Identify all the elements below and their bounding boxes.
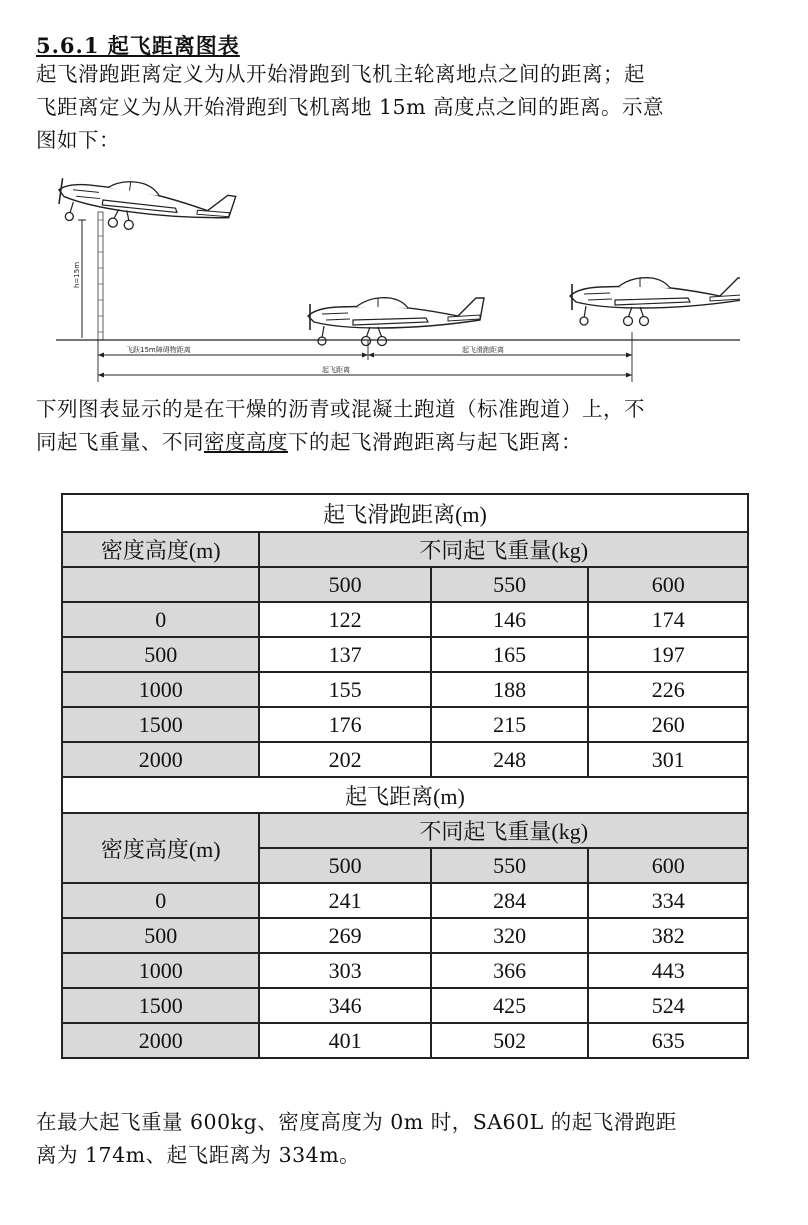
table-row — [62, 918, 748, 953]
table-row — [62, 1023, 748, 1058]
weight-cell: 550 — [431, 567, 589, 602]
value-cell: 174 — [588, 602, 748, 637]
table-row — [62, 883, 748, 918]
value-cell: 176 — [259, 707, 430, 742]
altitude-header: 密度高度(m) — [62, 532, 259, 567]
conclusion-line: 在最大起飞重量 600kg、密度高度为 0m 时，SA60L 的起飞滑跑距 — [36, 1110, 677, 1134]
weight-cell: 550 — [431, 848, 589, 883]
value-cell: 320 — [431, 918, 589, 953]
height-label: h=15m — [73, 261, 81, 288]
altitude-cell: 1500 — [62, 988, 259, 1023]
lift-off-airplane — [308, 298, 484, 346]
value-cell: 382 — [588, 918, 748, 953]
table-row — [62, 707, 748, 742]
obstacle-post — [98, 212, 103, 340]
takeoff-distance-title: 起飞距离(m) — [62, 777, 748, 813]
value-cell: 334 — [588, 883, 748, 918]
altitude-cell: 0 — [62, 883, 259, 918]
weight-cell: 600 — [588, 848, 748, 883]
obstacle-distance-label: 飞跃15m障碍物距离 — [126, 346, 191, 354]
ground-roll-label: 起飞滑跑距离 — [462, 346, 504, 354]
conclusion-line: 离为 174m、起飞距离为 334m。 — [36, 1143, 361, 1167]
altitude-header: 密度高度(m) — [62, 813, 259, 883]
intro-line: 起飞滑跑距离定义为从开始滑跑到飞机主轮离地点之间的距离；起 — [36, 62, 645, 86]
altitude-cell: 1000 — [62, 672, 259, 707]
value-cell: 301 — [588, 742, 748, 777]
desc-text: 下的起飞滑跑距离与起飞距离： — [288, 430, 582, 454]
value-cell: 524 — [588, 988, 748, 1023]
value-cell: 269 — [259, 918, 430, 953]
density-altitude-term: 密度高度 — [204, 430, 288, 454]
value-cell: 401 — [259, 1023, 430, 1058]
table-row — [62, 988, 748, 1023]
description-line: 下列图表显示的是在干燥的沥青或混凝土跑道（标准跑道）上，不 — [36, 397, 645, 421]
intro-line: 飞距离定义为从开始滑跑到飞机离地 15m 高度点之间的距离。示意 — [36, 95, 665, 119]
table-row — [62, 672, 748, 707]
weight-cell: 600 — [588, 567, 748, 602]
altitude-cell: 2000 — [62, 1023, 259, 1058]
altitude-cell: 1500 — [62, 707, 259, 742]
section-heading: 5.6.1 起飞距离图表 — [36, 33, 240, 58]
value-cell: 146 — [431, 602, 589, 637]
value-cell: 226 — [588, 672, 748, 707]
ground-roll-title: 起飞滑跑距离(m) — [62, 494, 748, 532]
ground-roll-table — [62, 494, 748, 777]
value-cell: 303 — [259, 953, 430, 988]
desc-text: 同起飞重量、不同 — [36, 430, 204, 454]
start-airplane — [570, 278, 740, 326]
value-cell: 425 — [431, 988, 589, 1023]
value-cell: 284 — [431, 883, 589, 918]
value-cell: 165 — [431, 637, 589, 672]
altitude-cell: 500 — [62, 918, 259, 953]
value-cell: 122 — [259, 602, 430, 637]
value-cell: 502 — [431, 1023, 589, 1058]
value-cell: 137 — [259, 637, 430, 672]
takeoff-distance-table — [62, 777, 748, 1058]
value-cell: 202 — [259, 742, 430, 777]
altitude-cell: 2000 — [62, 742, 259, 777]
value-cell: 241 — [259, 883, 430, 918]
weight-header: 不同起飞重量(kg) — [259, 813, 748, 848]
value-cell: 197 — [588, 637, 748, 672]
weight-cell: 500 — [259, 848, 430, 883]
weight-cell: 500 — [259, 567, 430, 602]
takeoff-diagram — [50, 160, 740, 390]
intro-paragraph — [36, 58, 781, 157]
value-cell: 188 — [431, 672, 589, 707]
intro-line: 图如下： — [36, 128, 120, 152]
takeoff-tables — [61, 493, 749, 1059]
altitude-cell: 0 — [62, 602, 259, 637]
table-row — [62, 953, 748, 988]
altitude-cell: 1000 — [62, 953, 259, 988]
value-cell: 443 — [588, 953, 748, 988]
conclusion-paragraph — [36, 1106, 781, 1172]
table-row — [62, 742, 748, 777]
description-line — [36, 426, 781, 459]
blank-cell — [62, 567, 259, 602]
value-cell: 155 — [259, 672, 430, 707]
value-cell: 366 — [431, 953, 589, 988]
weight-header: 不同起飞重量(kg) — [259, 532, 748, 567]
value-cell: 346 — [259, 988, 430, 1023]
value-cell: 215 — [431, 707, 589, 742]
table-row — [62, 602, 748, 637]
total-distance-label: 起飞距离 — [322, 366, 350, 374]
value-cell: 260 — [588, 707, 748, 742]
altitude-cell: 500 — [62, 637, 259, 672]
value-cell: 635 — [588, 1023, 748, 1058]
value-cell: 248 — [431, 742, 589, 777]
description-paragraph — [36, 393, 781, 459]
table-row — [62, 637, 748, 672]
